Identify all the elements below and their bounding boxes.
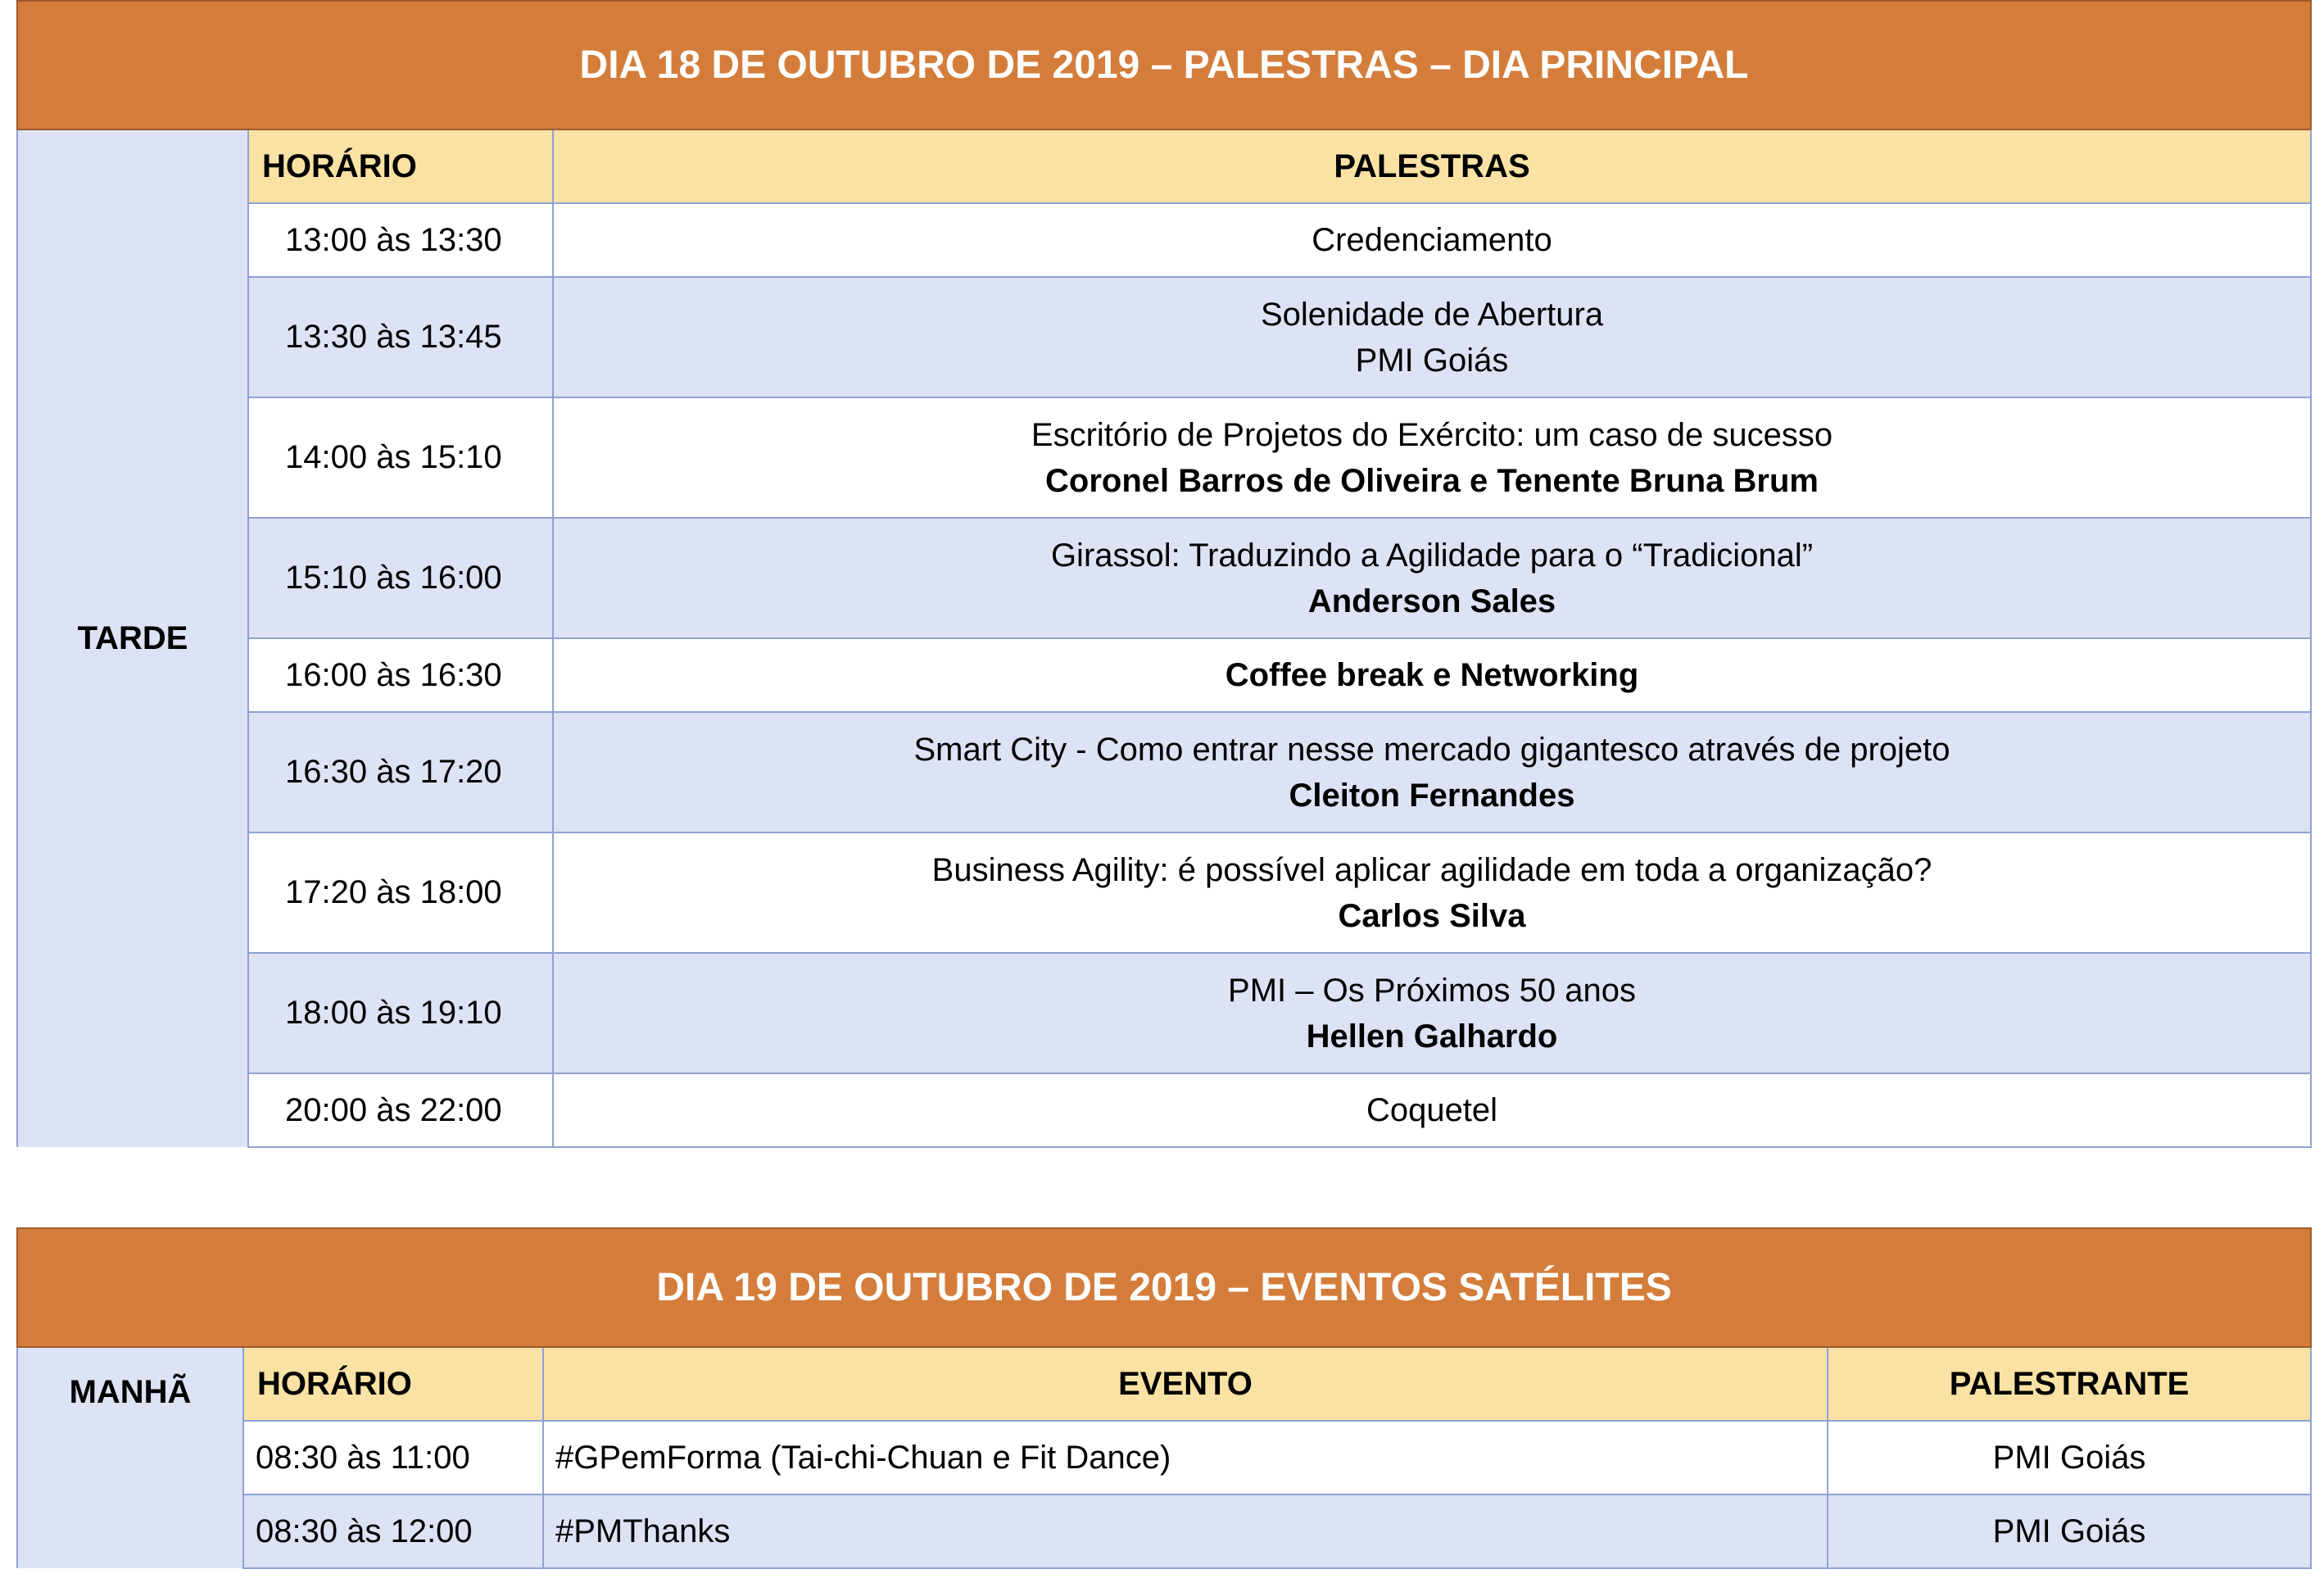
talk-speaker: Anderson Sales xyxy=(1307,583,1556,619)
day2-schedule-table xyxy=(16,1227,2312,1569)
table-row xyxy=(17,1073,2311,1147)
talk-speaker: Coronel Barros de Oliveira e Tenente Bruna Brum xyxy=(1045,462,1819,499)
day2-header-time: HORÁRIO xyxy=(243,1347,543,1421)
row-time: 16:30 às 17:20 xyxy=(248,712,553,832)
row-talk xyxy=(553,832,2311,953)
row-time: 08:30 às 11:00 xyxy=(243,1421,543,1494)
day1-period-label: TARDE xyxy=(17,129,248,1147)
row-time: 14:00 às 15:10 xyxy=(248,397,553,518)
row-time: 15:10 às 16:00 xyxy=(248,518,553,638)
talk-subtitle: PMI Goiás xyxy=(1355,342,1509,379)
row-time: 17:20 às 18:00 xyxy=(248,832,553,953)
day1-schedule-table xyxy=(16,0,2312,1148)
row-talk xyxy=(553,712,2311,832)
row-time: 13:30 às 13:45 xyxy=(248,277,553,397)
day2-header-event: EVENTO xyxy=(543,1347,1828,1421)
talk-title: Business Agility: é possível aplicar agilidade em toda a organização? xyxy=(931,851,1932,888)
talk-title: Girassol: Traduzindo a Agilidade para o “Tradicional” xyxy=(1050,537,1814,574)
table-row xyxy=(17,638,2311,712)
talk-title: Smart City - Como entrar nesse mercado gigantesco através de projeto xyxy=(913,731,1950,768)
talk-title: PMI – Os Próximos 50 anos xyxy=(1228,972,1636,1009)
row-talk xyxy=(553,953,2311,1073)
day2-title: DIA 19 DE OUTUBRO DE 2019 – EVENTOS SATÉLITES xyxy=(17,1228,2311,1347)
row-speaker: PMI Goiás xyxy=(1828,1421,2311,1494)
table-row xyxy=(17,518,2311,638)
talk-title: Coquetel xyxy=(1366,1092,1498,1128)
row-speaker: PMI Goiás xyxy=(1828,1494,2311,1568)
table-row xyxy=(17,1494,2311,1568)
row-event: #GPemForma (Tai-chi-Chuan e Fit Dance) xyxy=(543,1421,1828,1494)
row-talk xyxy=(553,518,2311,638)
row-talk xyxy=(553,203,2311,277)
row-time: 18:00 às 19:10 xyxy=(248,953,553,1073)
row-talk xyxy=(553,277,2311,397)
day2-header-speaker: PALESTRANTE xyxy=(1828,1347,2311,1421)
talk-speaker: Carlos Silva xyxy=(1338,897,1526,934)
table-row xyxy=(17,953,2311,1073)
talk-title: Coffee break e Networking xyxy=(1225,657,1639,693)
talk-speaker: Cleiton Fernandes xyxy=(1289,777,1575,814)
table-row xyxy=(17,1421,2311,1494)
talk-title: Solenidade de Abertura xyxy=(1260,296,1604,333)
table-row xyxy=(17,203,2311,277)
row-time: 20:00 às 22:00 xyxy=(248,1073,553,1147)
table-row xyxy=(17,277,2311,397)
row-event: #PMThanks xyxy=(543,1494,1828,1568)
row-time: 08:30 às 12:00 xyxy=(243,1494,543,1568)
table-row xyxy=(17,712,2311,832)
day1-header-talks: PALESTRAS xyxy=(553,129,2311,203)
table-row xyxy=(17,397,2311,518)
talk-title: Credenciamento xyxy=(1311,222,1552,258)
row-talk xyxy=(553,397,2311,518)
day2-period-label: MANHÃ xyxy=(17,1347,243,1568)
talk-speaker: Hellen Galhardo xyxy=(1306,1018,1558,1055)
row-time: 13:00 às 13:30 xyxy=(248,203,553,277)
row-time: 16:00 às 16:30 xyxy=(248,638,553,712)
row-talk xyxy=(553,638,2311,712)
talk-title: Escritório de Projetos do Exército: um caso de sucesso xyxy=(1031,416,1833,453)
day1-header-time: HORÁRIO xyxy=(248,129,553,203)
table-row xyxy=(17,832,2311,953)
day1-title: DIA 18 DE OUTUBRO DE 2019 – PALESTRAS – DIA PRINCIPAL xyxy=(17,1,2311,129)
row-talk xyxy=(553,1073,2311,1147)
